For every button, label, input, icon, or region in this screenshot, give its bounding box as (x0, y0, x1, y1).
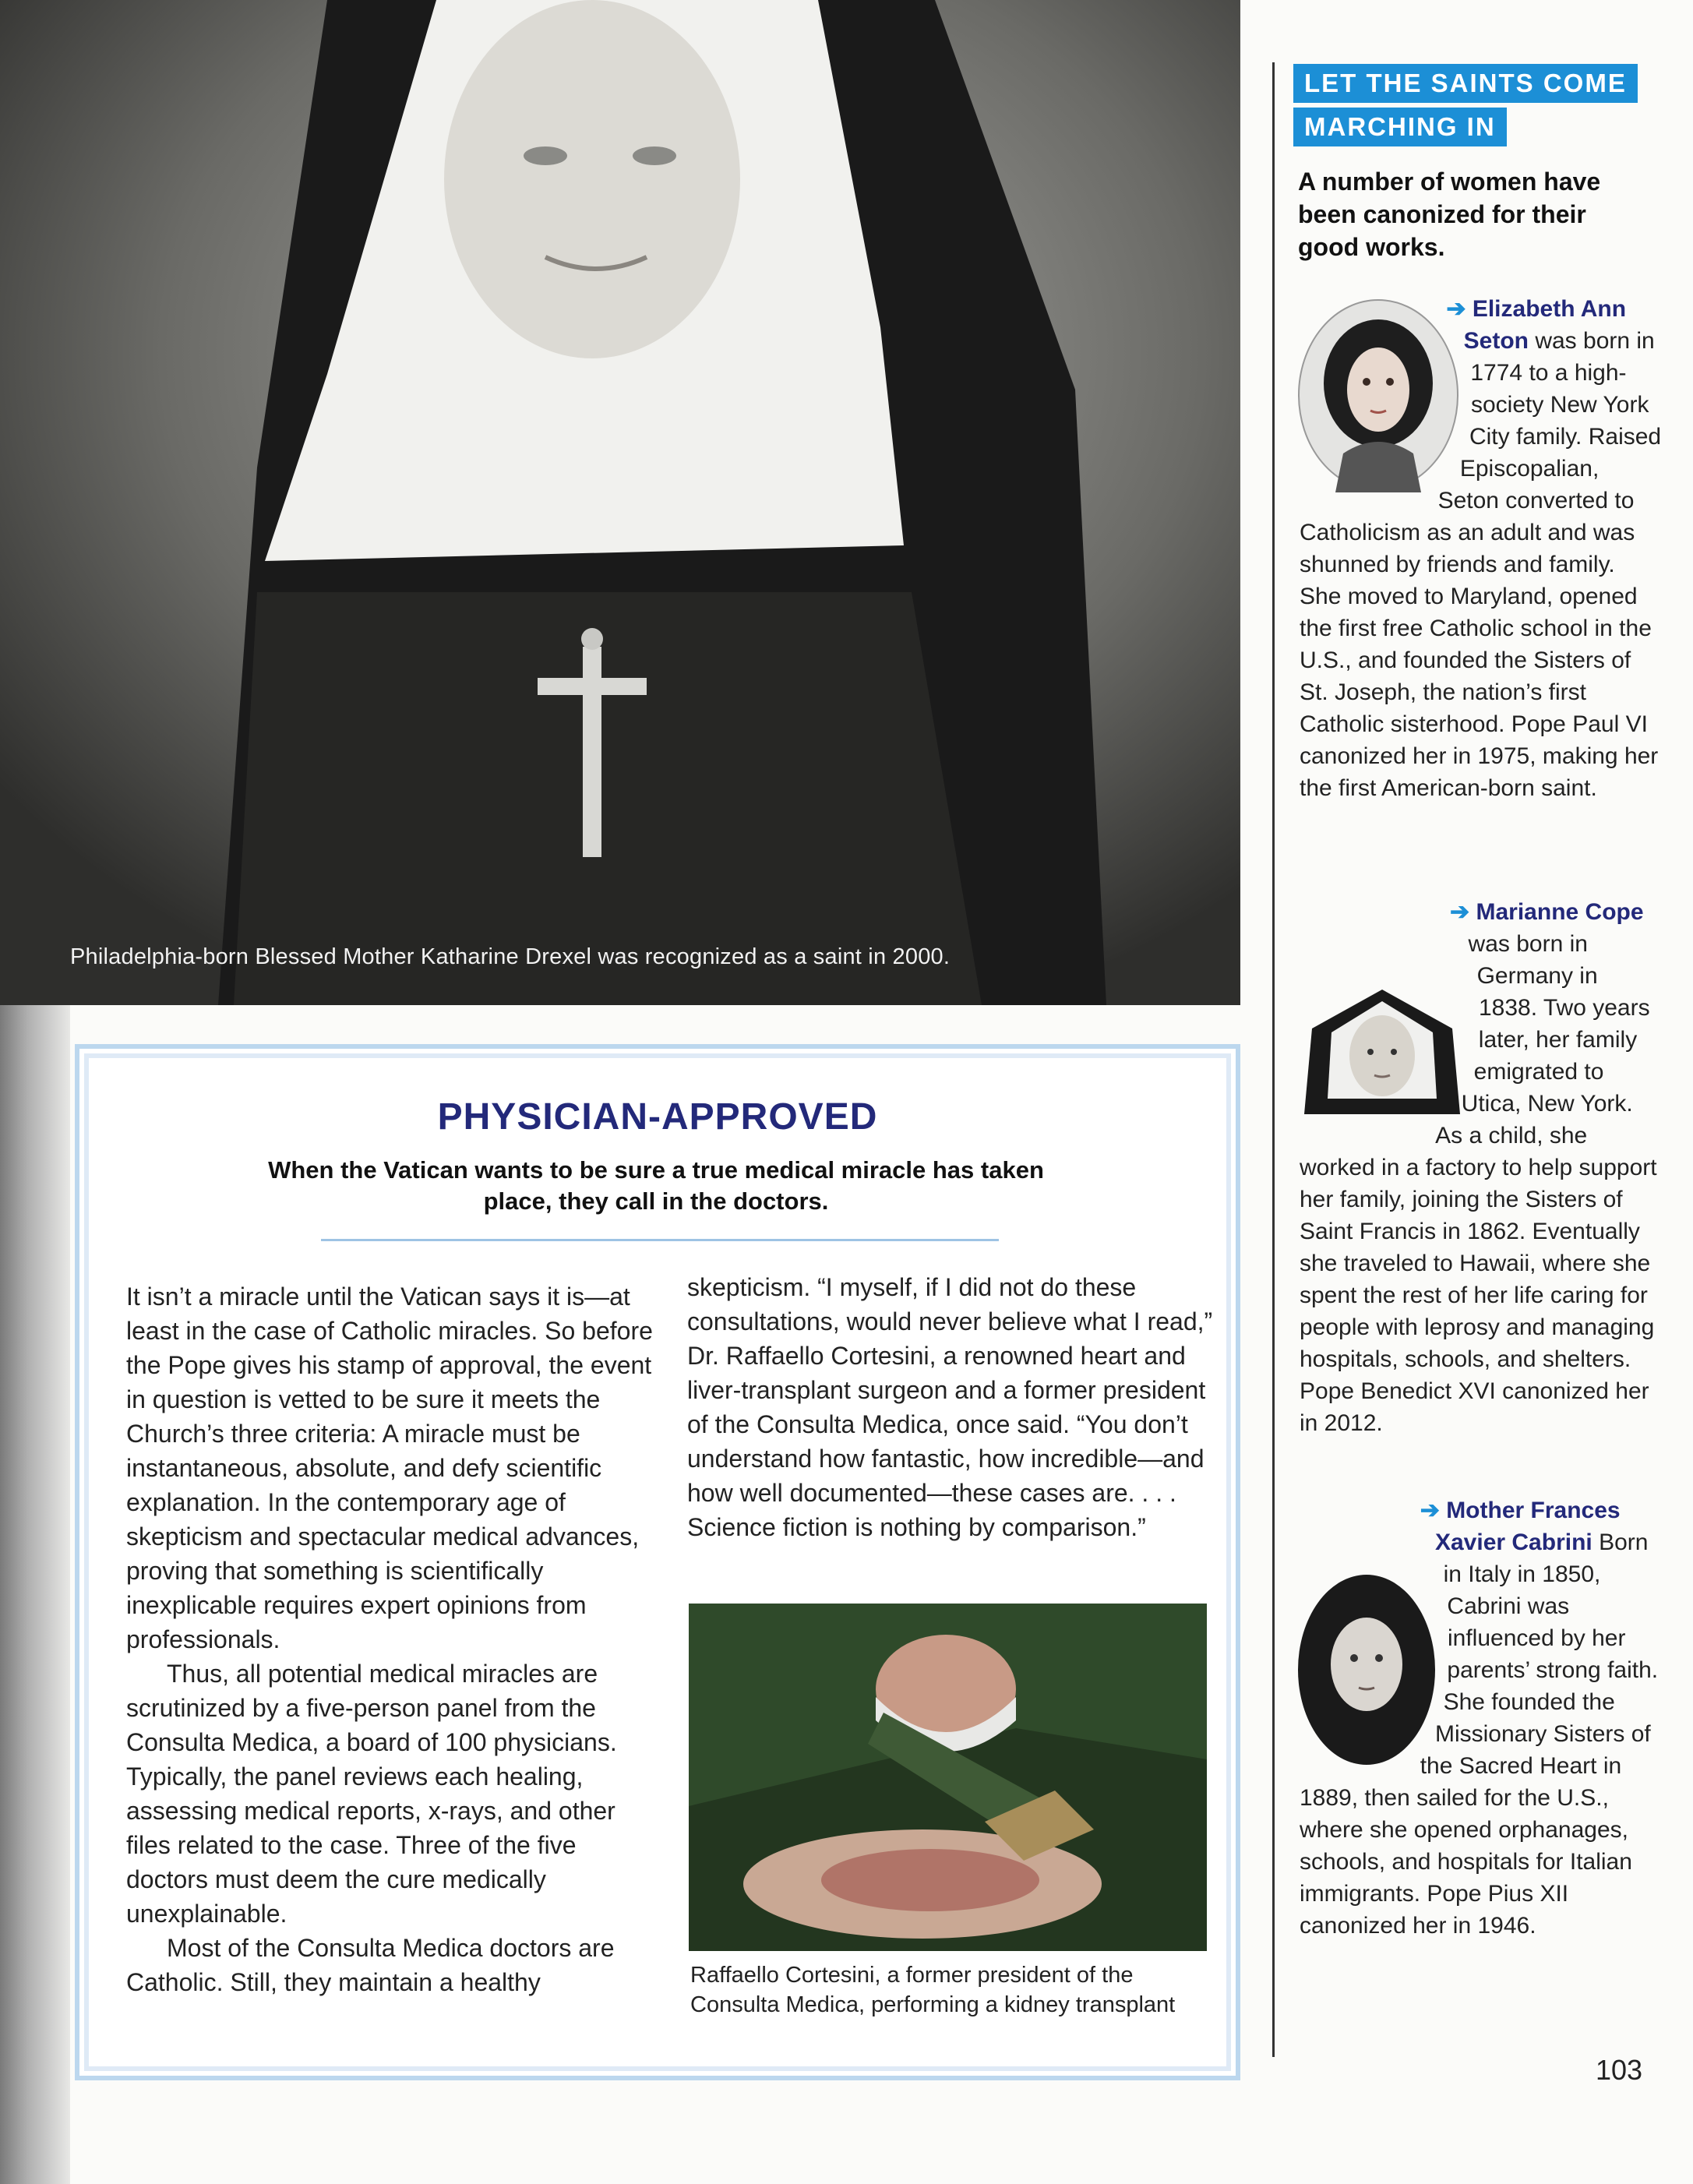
saint-description: Born in Italy in 1850, Cabrini was influenced by her parents’ strong faith. She founded the Missionary Sisters of the Sacred Heart in 1889, then sailed for the U.S., where she opened orphanages, schools, and hospitals for Italian immigrants. Pope Pius XII canonized her in 1946. (1300, 1530, 1659, 1939)
saint-entry-seton (1300, 293, 1662, 804)
feature-paragraph: skepticism. “I myself, if I did not do these consultations, would never believe what I read,” Dr. Raffaello Cortesini, a renowned heart and liver-transplant surgeon and a former president of the Consulta Medica, once said. “You don’t understand how fantastic, how incredible—and how well documented—these cases are. . . . Science fiction is nothing by comparison.” (687, 1273, 1213, 1541)
saint-name: Mother Frances Xavier Cabrini (1434, 1498, 1621, 1555)
page-number: 103 (1596, 2054, 1643, 2086)
feature-title: PHYSICIAN-APPROVED (437, 1096, 878, 1138)
portrait-seton (1296, 298, 1460, 501)
saint-description: was born in 1774 to a high-society New York City family. Raised Episcopalian, Seton converted to Catholicism as an adult and was shunned by friends and family. She moved to Maryland, opened the first free Catholic school in the U.S., and founded the Sisters of St. Joseph, the nation’s first Catholic sisterhood. Pope Paul VI canonized her in 1975, making her the first American-born saint. (1300, 328, 1662, 801)
portrait-cope (1296, 982, 1468, 1131)
saint-name: Marianne Cope (1476, 899, 1644, 925)
feature-subtitle: When the Vatican wants to be sure a true medical miracle has taken place, they call in the doctors. (268, 1156, 1044, 1215)
nun-photo (0, 0, 1240, 1005)
feature-divider (321, 1239, 999, 1241)
sidebar-heading (1293, 64, 1638, 151)
arrow-icon: ➔ (1420, 1498, 1440, 1523)
feature-paragraph: Thus, all potential medical miracles are scrutinized by a five-person panel from the Consulta Medica, a board of 100 physicians. Typically, the panel reviews each healing, assessing medical reports, x-rays, and other files related to the case. Three of the five doctors must deem the cure medically unexplainable. (126, 1660, 617, 1928)
saint-entry-cabrini (1300, 1494, 1662, 1942)
feature-column-right (687, 1270, 1217, 1544)
feature-paragraph: Most of the Consulta Medica doctors are Catholic. Still, they maintain a healthy (126, 1934, 615, 1996)
saint-entry-cope (1300, 896, 1662, 1439)
feature-column-left (126, 1279, 656, 1999)
arrow-icon: ➔ (1446, 296, 1466, 322)
surgery-photo (689, 1604, 1207, 1951)
portrait-cabrini (1296, 1572, 1437, 1776)
surgery-caption: Raffaello Cortesini, a former president of the Consulta Medica, performing a kidney transplant (690, 1963, 1176, 2017)
sidebar-heading-line: MARCHING IN (1293, 108, 1507, 146)
arrow-icon: ➔ (1450, 899, 1470, 925)
sidebar-intro: A number of women have been canonized for their good works. (1298, 168, 1601, 261)
feature-box (75, 1044, 1240, 2080)
feature-paragraph: It isn’t a miracle until the Vatican says it is—at least in the case of Catholic miracles. So before the Pope gives his stamp of approval, the event in question is vetted to be sure it meets the Church’s three criteria: A miracle must be instantaneous, absolute, and defy scientific explanation. In the contemporary age of skepticism and spectacular medical advances, proving that something is scientifically inexplicable requires expert opinions from professionals. (126, 1283, 653, 1653)
saint-name: Elizabeth Ann Seton (1463, 296, 1627, 354)
sidebar-divider (1272, 62, 1275, 2057)
saint-description: was born in Germany in 1838. Two years later, her family emigrated to Utica, New York. As a child, she worked in a factory to help support her family, joining the Sisters of Saint Francis in 1862. Eventually she traveled to Hawaii, where she spent the rest of her life caring for people with leprosy and managing hospitals, schools, and shelters. Pope Benedict XVI canonized her in 2012. (1300, 931, 1657, 1436)
sidebar-heading-line: LET THE SAINTS COME (1293, 64, 1638, 103)
photo-caption: Philadelphia-born Blessed Mother Katharine Drexel was recognized as a saint in 2000. (70, 944, 951, 969)
